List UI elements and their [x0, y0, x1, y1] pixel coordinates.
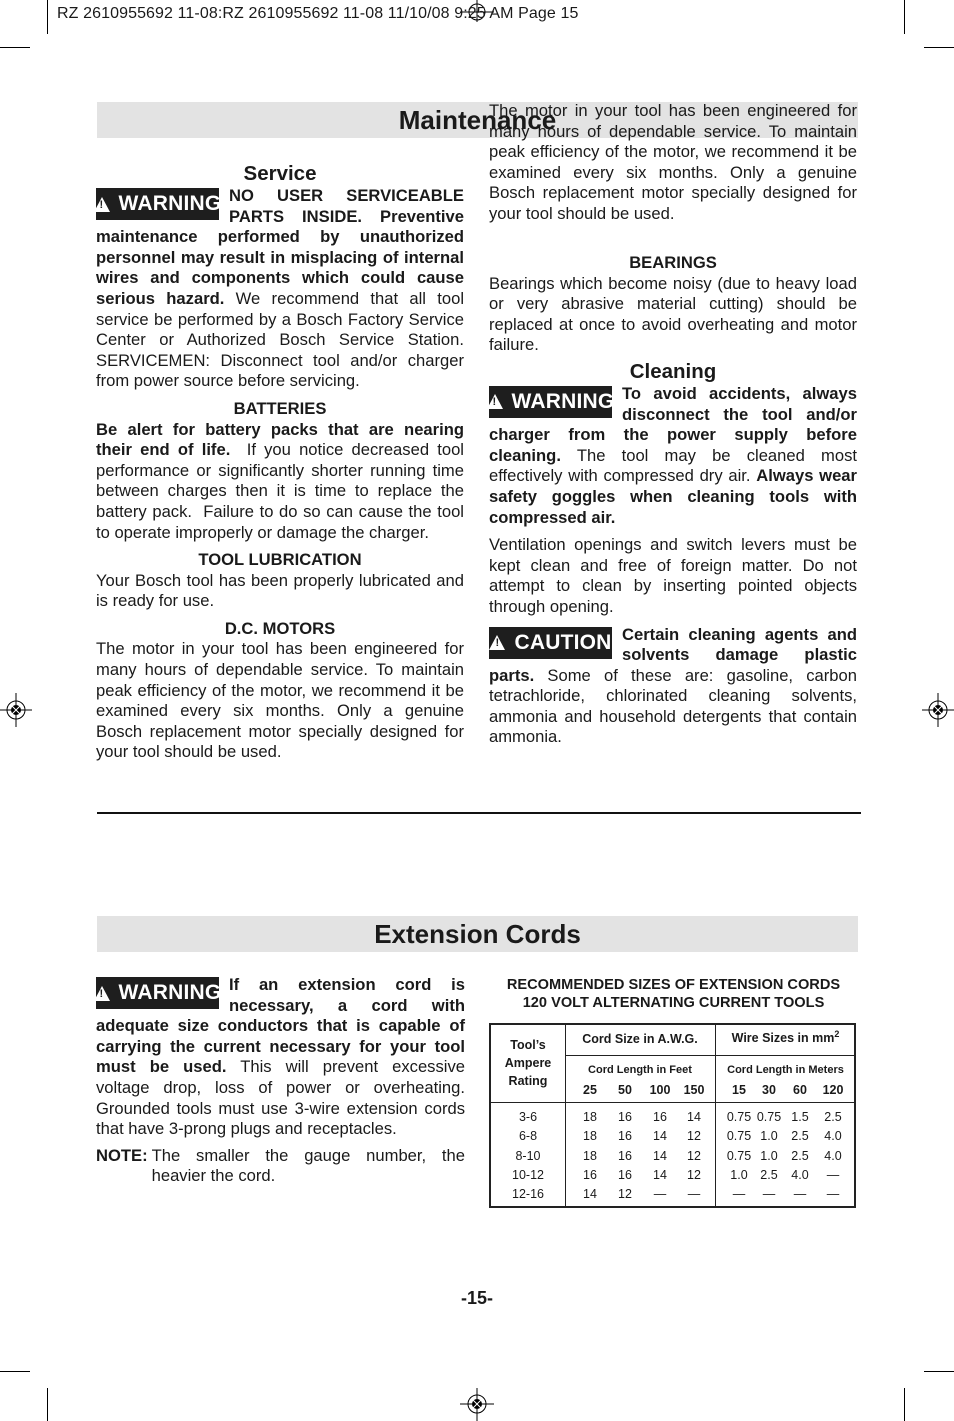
section-divider — [97, 812, 861, 814]
tool-rating-header — [491, 1036, 565, 1090]
mm-cell: 4.0 — [824, 1129, 842, 1144]
mm-cell: 0.75 — [756, 1110, 782, 1124]
service-warning — [96, 186, 464, 392]
awg-cell: 14 — [653, 1129, 667, 1144]
batteries-bold: Be alert for battery packs that are nearing their end of life. — [96, 419, 464, 460]
note — [96, 1146, 465, 1187]
awg-cell: 16 — [618, 1129, 632, 1144]
crop-mark — [47, 1388, 48, 1421]
meters-length-cell: 15 — [732, 1083, 746, 1097]
ampere-rating-cell: 10-12 — [512, 1167, 544, 1182]
ampere-rating-cell: 3-6 — [518, 1110, 538, 1124]
table-title-line1: RECOMMENDED SIZES OF EXTENSION CORDS — [506, 977, 841, 993]
motors-text-start — [96, 639, 464, 762]
batteries-paragraph — [96, 419, 469, 544]
awg-cell: 18 — [583, 1110, 597, 1124]
header-line: Tool’s — [510, 1038, 546, 1052]
warning-badge — [96, 188, 222, 220]
batteries-text: If you notice decreased tool performance or significantly shorter running time between charges then it is time to replace the battery pack. Failure to do so can cause the tool to operate improperly or damage the charger. — [96, 440, 469, 542]
ventilation-text: Ventilation openings and switch levers must be kept clean and free of foreign matter. Do not attempt to clean by inserting pointed objects through opening. — [489, 535, 857, 616]
crop-mark — [924, 1371, 954, 1372]
mm-cell: 2.5 — [791, 1148, 809, 1163]
warning-badge — [489, 386, 615, 418]
printer-slug: RZ 2610955692 11-08:RZ 2610955692 11-08 11/10/08 9:25 AM Page 15 — [57, 5, 579, 22]
ampere-rating-cell: 6-8 — [518, 1129, 538, 1144]
batteries-heading: BATTERIES — [233, 398, 327, 418]
lubrication-text: Your Bosch tool has been properly lubricated and is ready for use. — [96, 570, 464, 611]
awg-cell: 12 — [687, 1148, 701, 1163]
table-title — [489, 976, 858, 1012]
feet-length-cell: 25 — [583, 1083, 597, 1097]
mm-cell: — — [826, 1187, 840, 1202]
awg-cell: — — [653, 1187, 667, 1202]
awg-cell: — — [687, 1187, 701, 1202]
feet-header: Cord Length in Feet — [588, 1064, 692, 1076]
warning-label: WARNING — [118, 981, 222, 1004]
header-line: Ampere — [504, 1056, 552, 1070]
awg-cell: 16 — [618, 1110, 632, 1124]
maintenance-banner: Maintenance — [97, 102, 858, 138]
table-title-line2: 120 VOLT ALTERNATING CURRENT TOOLS — [522, 995, 825, 1011]
motors-text-continued — [489, 101, 857, 246]
mm-cell: 2.5 — [760, 1167, 778, 1182]
cleaning-caution — [489, 625, 857, 749]
awg-cell: 16 — [653, 1110, 667, 1124]
feet-length-cell: 150 — [683, 1083, 705, 1097]
mm-cell: 1.0 — [730, 1167, 748, 1182]
warning-label: WARNING — [511, 389, 615, 413]
awg-cell: 14 — [687, 1110, 701, 1124]
crop-mark — [47, 0, 48, 34]
awg-cell: 16 — [583, 1167, 597, 1182]
header-line: Rating — [508, 1074, 548, 1088]
extension-left-column — [96, 975, 475, 1187]
bearings-heading: BEARINGS — [629, 253, 717, 272]
mm-cell: 1.5 — [791, 1110, 809, 1124]
feet-length-cell: 100 — [649, 1083, 671, 1097]
registration-mark-icon — [0, 693, 32, 727]
feet-length-cell: 50 — [618, 1083, 632, 1097]
service-warning-bold: NO USER SERVICEABLE PARTS INSIDE. Preventive maintenance performed by unauthorized personnel may result in misplacing of internal wires and components which could cause serious hazard. — [96, 186, 464, 308]
crop-mark — [904, 1388, 905, 1421]
extension-cords-banner: Extension Cords — [97, 916, 858, 952]
mm-cell: 0.75 — [726, 1110, 752, 1124]
warning-triangle-icon: ! — [489, 635, 505, 650]
ampere-rating-cell: 8-10 — [515, 1148, 541, 1163]
crop-mark — [904, 0, 905, 34]
warning-label: WARNING — [118, 192, 222, 215]
mm-cell: — — [762, 1187, 776, 1202]
awg-header: Cord Size in A.W.G. — [582, 1032, 698, 1046]
mm-cell: 0.75 — [726, 1148, 752, 1163]
maintenance-left-column — [96, 162, 469, 762]
cleaning-warning-bold2: Always wear safety goggles when cleaning tools with compressed air. — [489, 466, 857, 527]
cleaning-warning-text: The tool may be cleaned most effectively with compressed dry air. — [489, 445, 857, 486]
meters-length-cell: 30 — [762, 1083, 776, 1097]
warning-triangle-icon: ! — [487, 394, 503, 409]
motors-heading: D.C. MOTORS — [224, 618, 336, 638]
awg-cell: 12 — [687, 1167, 701, 1182]
mm-header — [715, 1029, 856, 1045]
awg-cell: 18 — [583, 1148, 597, 1163]
lubrication-heading: TOOL LUBRICATION — [198, 550, 362, 570]
service-warning-text: We recommend that all tool service be performed by a Bosch Factory Service Center or Authorized Bosch Service Station. SERVICEMEN: Disconnect tool and/or charger from power source before servicing. — [96, 288, 465, 391]
bearings-text: Bearings which become noisy (due to heavy load or very abrasive material cutting) should be replaced at once to avoid overheating and motor failure. — [489, 273, 857, 355]
mm-header-text: Wire Sizes in mm — [731, 1031, 835, 1046]
ampere-rating-cell: 12-16 — [512, 1187, 544, 1202]
motors-text-copy: The motor in your tool has been engineered for many hours of dependable service. To maintain peak efficiency of the motor, we recommend it be examined every six months. Only a genuine Bosch replacement motor specially designed for your tool should be used. — [489, 101, 857, 223]
registration-mark-icon — [460, 1388, 494, 1421]
warning-triangle-icon: ! — [94, 986, 110, 1001]
mm-cell: 0.75 — [726, 1129, 752, 1144]
cleaning-heading: Cleaning — [629, 359, 717, 383]
awg-cell: 12 — [618, 1187, 632, 1202]
meters-header: Cord Length in Meters — [727, 1064, 844, 1076]
mm-cell: 4.0 — [824, 1148, 842, 1163]
motors-text-overflow — [489, 101, 857, 225]
extension-cord-table — [489, 1023, 856, 1208]
mm-cell: — — [732, 1187, 746, 1202]
mm-cell: 1.0 — [760, 1129, 778, 1144]
extension-warning-bold: If an extension cord is necessary, a cord with adequate size conductors that is capable of carrying the current necessary for your tool must be used. — [96, 975, 465, 1077]
meters-length-cell: 60 — [793, 1083, 807, 1097]
caution-text: Some of these are: gasoline, carbon tetrachloride, chlorinated cleaning solvents, ammonia and household detergents that contain ammonia. — [489, 665, 857, 747]
awg-cell: 18 — [583, 1129, 597, 1144]
service-heading: Service — [243, 162, 317, 185]
registration-mark-icon — [922, 693, 954, 727]
crop-mark — [924, 47, 954, 48]
crop-mark — [0, 47, 30, 48]
cleaning-warning-bold: To avoid accidents, always disconnect the tool and/or charger from the power supply before cleaning. — [489, 383, 857, 465]
awg-cell: 14 — [653, 1148, 667, 1163]
page-number: -15- — [460, 1288, 493, 1308]
mm-cell: 2.5 — [791, 1129, 809, 1144]
mm-cell: — — [793, 1187, 807, 1202]
mm-cell: 4.0 — [791, 1167, 809, 1182]
maintenance-right-column — [489, 101, 857, 748]
caution-label: CAUTION — [514, 630, 612, 654]
caution-badge — [489, 627, 612, 659]
crop-mark — [0, 1371, 30, 1372]
awg-cell: 16 — [618, 1148, 632, 1163]
motors-text: The motor in your tool has been engineered for many hours of dependable service. To maintain peak efficiency of the motor, we recommend it be examined every six months. Only a genuine Bosch replacement motor specially designed for your tool should be used. — [96, 639, 464, 762]
note-label: NOTE: — [96, 1145, 148, 1165]
note-text: The smaller the gauge number, the heavier the cord. — [151, 1145, 465, 1186]
mm-cell: 2.5 — [824, 1110, 842, 1124]
mm-header-sup: 2 — [834, 1029, 840, 1039]
awg-cell: 12 — [687, 1129, 701, 1144]
awg-cell: 16 — [618, 1167, 632, 1182]
warning-triangle-icon: ! — [94, 197, 110, 212]
caution-bold: Certain cleaning agents and solvents damage plastic parts. — [489, 624, 857, 685]
warning-badge — [96, 977, 222, 1009]
extension-warning — [96, 975, 475, 1140]
mm-cell: 1.0 — [760, 1148, 778, 1163]
meters-length-cell: 120 — [822, 1083, 844, 1097]
mm-cell: — — [826, 1167, 840, 1182]
awg-cell: 14 — [583, 1187, 597, 1202]
cleaning-warning — [489, 384, 857, 528]
awg-cell: 14 — [653, 1167, 667, 1182]
extension-warning-text: This will prevent excessive voltage drop, loss of power or overheating. Grounded tools must use 3-wire extension cords that have 3-prong plugs and receptacles. — [96, 1057, 475, 1139]
